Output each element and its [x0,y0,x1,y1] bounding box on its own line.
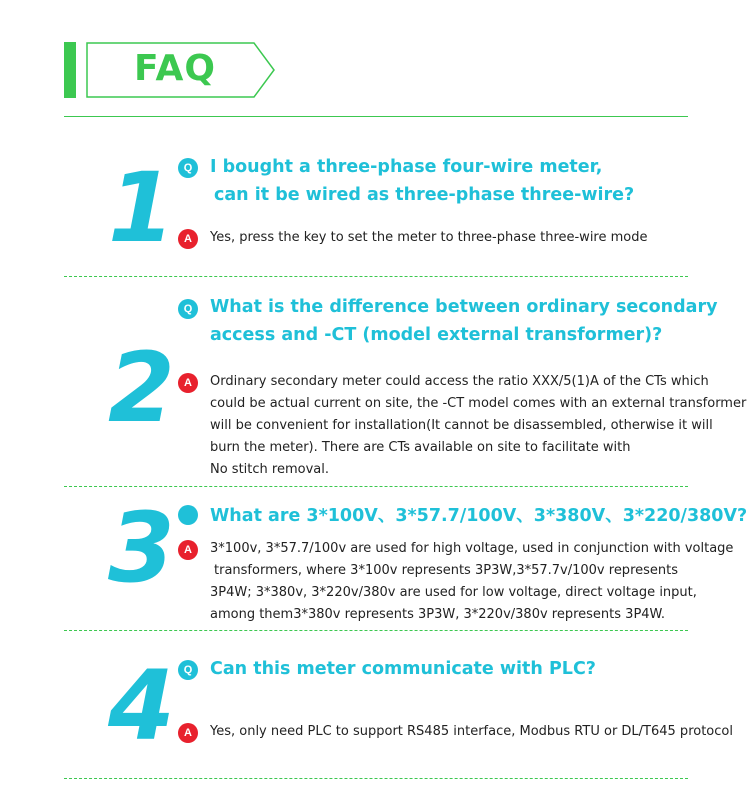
answer-badge-icon: A [178,723,198,743]
header-divider [64,116,688,117]
section-divider [64,486,688,487]
answer-line: Yes, press the key to set the meter to three-phase three-wire mode [210,230,648,245]
answer-text [210,538,733,626]
section-divider [64,276,688,277]
answer-line: Yes, only need PLC to support RS485 interface, Modbus RTU or DL/T645 protocol [210,724,733,739]
page-title: FAQ [134,48,216,89]
answer-badge-icon: A [178,373,198,393]
answer-text [210,721,733,743]
answer-line: Ordinary secondary meter could access the ratio XXX/5(1)A of the CTs which [210,374,709,389]
question-badge-icon [178,505,198,525]
question-line: Can this meter communicate with PLC? [210,659,596,679]
question-badge-icon: Q [178,660,198,680]
answer-line: 3P4W; 3*380v, 3*220v/380v are used for low voltage, direct voltage input, [210,585,697,600]
section-divider [64,630,688,631]
question-text [210,502,747,530]
question-text [210,153,634,209]
section-divider [64,778,688,779]
question-text [210,655,596,683]
item-number: 4 [108,650,175,762]
answer-line: will be convenient for installation(It cannot be disassembled, otherwise it will [210,418,713,433]
answer-line: burn the meter). There are CTs available on site to facilitate with [210,440,631,455]
question-badge-icon: Q [178,299,198,319]
answer-line: 3*100v, 3*57.7/100v are used for high voltage, used in conjunction with voltage [210,541,734,556]
question-line: What are 3*100V、3*57.7/100V、3*380V、3*220/380V? [210,506,748,526]
faq-header [64,42,274,100]
answer-text [210,227,648,249]
answer-text [210,371,746,481]
answer-badge-icon: A [178,229,198,249]
item-number: 1 [108,152,175,264]
header-accent-bar [64,42,76,98]
answer-line: could be actual current on site, the -CT model comes with an external transformer [210,396,747,411]
question-line: What is the difference between ordinary secondary [210,297,718,317]
answer-line: among them3*380v represents 3P3W, 3*220v/380v represents 3P4W. [210,607,666,622]
item-number: 2 [108,332,175,444]
question-line: can it be wired as three-phase three-wire? [214,185,635,205]
answer-badge-icon: A [178,540,198,560]
answer-line: No stitch removal. [210,462,329,477]
question-line: access and -CT (model external transformer)? [210,325,663,345]
question-line: I bought a three-phase four-wire meter, [210,157,603,177]
item-number: 3 [108,492,175,604]
question-badge-icon: Q [178,158,198,178]
question-text [210,293,718,349]
answer-line: transformers, where 3*100v represents 3P3W,3*57.7v/100v represents [214,563,679,578]
